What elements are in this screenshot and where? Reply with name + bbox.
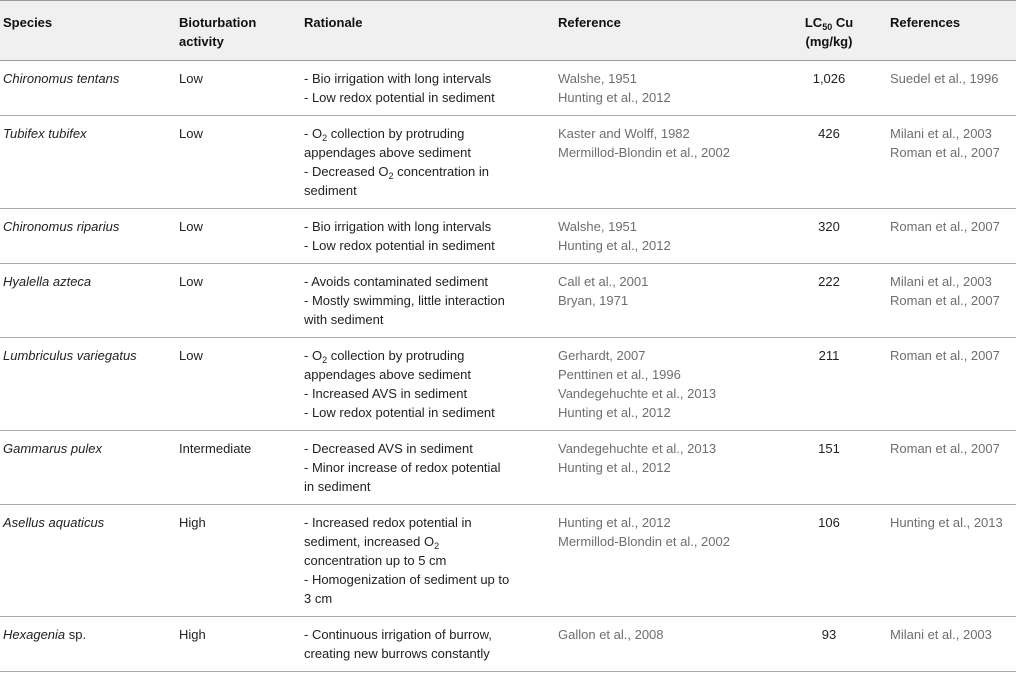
cell-species: Chironomus tentans <box>0 61 176 116</box>
rationale-line <box>304 384 553 403</box>
reference-citation: Kaster and Wolff, 1982 <box>558 126 690 141</box>
subscript: 2 <box>322 355 328 365</box>
cell-lc50: 1,026 <box>770 61 887 116</box>
cell-species: Chironomus riparius <box>0 209 176 264</box>
reference-citation: Gerhardt, 2007 <box>558 348 646 363</box>
cell-bioturbation-activity: Low <box>176 116 301 209</box>
table-row <box>0 264 1016 338</box>
header-rationale: Rationale <box>301 1 555 61</box>
cell-references <box>887 338 1016 431</box>
header-lc-suffix: Cu <box>832 15 854 30</box>
rationale-line <box>304 310 553 329</box>
rationale-text: - Mostly swimming, little interaction <box>304 293 505 308</box>
rationale-text: - Decreased AVS in sediment <box>304 441 473 456</box>
rationale-line <box>304 124 553 143</box>
cell-references <box>887 264 1016 338</box>
reference-citation: Hunting et al., 2012 <box>558 405 671 420</box>
reference-citation: Walshe, 1951 <box>558 219 638 234</box>
reference-citation: Hunting et al., 2012 <box>558 90 671 105</box>
cell-references <box>887 61 1016 116</box>
references-citation: Milani et al., 2003 <box>890 274 992 289</box>
cell-rationale <box>301 431 555 505</box>
header-lc-prefix: LC <box>804 15 823 30</box>
header-species: Species <box>0 1 176 61</box>
reference-citation: Gallon et al., 2008 <box>558 627 664 642</box>
reference-citation: Mermillod-Blondin et al., 2002 <box>558 145 730 160</box>
rationale-line <box>304 272 553 291</box>
species-suffix: sp. <box>65 627 87 642</box>
cell-lc50: 151 <box>770 431 887 505</box>
cell-species: Hyalella azteca <box>0 264 176 338</box>
cell-bioturbation-activity: Low <box>176 209 301 264</box>
cell-reference <box>555 209 770 264</box>
cell-lc50: 211 <box>770 338 887 431</box>
reference-citation: Vandegehuchte et al., 2013 <box>558 386 717 401</box>
table-body <box>0 61 1016 672</box>
reference-citation: Call et al., 2001 <box>558 274 649 289</box>
rationale-line <box>304 162 553 181</box>
references-citation: Roman et al., 2007 <box>890 145 1000 160</box>
cell-species: Gammarus pulex <box>0 431 176 505</box>
cell-rationale <box>301 209 555 264</box>
rationale-text: - Minor increase of redox potential <box>304 460 501 475</box>
cell-rationale <box>301 264 555 338</box>
rationale-line <box>304 217 553 236</box>
header-bioturbation-line: activity <box>179 34 224 49</box>
references-citation: Milani et al., 2003 <box>890 627 992 642</box>
cell-lc50: 320 <box>770 209 887 264</box>
rationale-text: appendages above sediment <box>304 367 471 382</box>
reference-citation: Bryan, 1971 <box>558 293 629 308</box>
cell-rationale <box>301 338 555 431</box>
references-citation: Roman et al., 2007 <box>890 348 1000 363</box>
cell-references <box>887 116 1016 209</box>
cell-rationale <box>301 116 555 209</box>
reference-citation: Penttinen et al., 1996 <box>558 367 681 382</box>
rationale-line <box>304 88 553 107</box>
rationale-line <box>304 532 553 551</box>
cell-reference <box>555 617 770 672</box>
cell-reference <box>555 338 770 431</box>
cell-references <box>887 431 1016 505</box>
rationale-line <box>304 403 553 422</box>
header-references: References <box>887 1 1016 61</box>
rationale-text: - O <box>304 126 323 141</box>
rationale-line <box>304 458 553 477</box>
table-row <box>0 116 1016 209</box>
cell-species: Lumbriculus variegatus <box>0 338 176 431</box>
reference-citation: Mermillod-Blondin et al., 2002 <box>558 534 730 549</box>
cell-bioturbation-activity: High <box>176 617 301 672</box>
rationale-text: collection by protruding <box>327 348 465 363</box>
rationale-text: - Bio irrigation with long intervals <box>304 219 492 234</box>
rationale-line <box>304 143 553 162</box>
rationale-text: - Low redox potential in sediment <box>304 90 495 105</box>
references-citation: Roman et al., 2007 <box>890 219 1000 234</box>
table-row <box>0 209 1016 264</box>
header-row <box>0 1 1016 61</box>
header-reference: Reference <box>555 1 770 61</box>
rationale-text: creating new burrows constantly <box>304 646 490 661</box>
references-citation: Roman et al., 2007 <box>890 293 1000 308</box>
cell-references <box>887 617 1016 672</box>
cell-bioturbation-activity: High <box>176 505 301 617</box>
header-lc-sub: 50 <box>822 22 833 32</box>
cell-reference <box>555 116 770 209</box>
cell-references <box>887 505 1016 617</box>
rationale-line <box>304 291 553 310</box>
rationale-line <box>304 570 553 589</box>
rationale-text: in sediment <box>304 479 371 494</box>
cell-rationale <box>301 61 555 116</box>
rationale-text: concentration in <box>393 164 489 179</box>
cell-species: Asellus aquaticus <box>0 505 176 617</box>
rationale-line <box>304 551 553 570</box>
rationale-text: concentration up to 5 cm <box>304 553 447 568</box>
header-lc50-title <box>773 13 885 32</box>
cell-bioturbation-activity: Intermediate <box>176 431 301 505</box>
rationale-text: - Decreased O <box>304 164 389 179</box>
references-citation: Roman et al., 2007 <box>890 441 1000 456</box>
rationale-text: collection by protruding <box>327 126 465 141</box>
rationale-text: - Homogenization of sediment up to <box>304 572 510 587</box>
cell-references <box>887 209 1016 264</box>
references-citation: Hunting et al., 2013 <box>890 515 1003 530</box>
rationale-text: - Increased AVS in sediment <box>304 386 468 401</box>
cell-bioturbation-activity: Low <box>176 338 301 431</box>
cell-bioturbation-activity: Low <box>176 264 301 338</box>
rationale-line <box>304 181 553 200</box>
cell-species <box>0 617 176 672</box>
rationale-line <box>304 236 553 255</box>
rationale-line <box>304 644 553 663</box>
rationale-line <box>304 477 553 496</box>
cell-lc50: 426 <box>770 116 887 209</box>
rationale-line <box>304 69 553 88</box>
rationale-line <box>304 439 553 458</box>
header-lc50-unit: (mg/kg) <box>805 34 853 49</box>
header-bioturbation <box>176 1 301 61</box>
table-row <box>0 617 1016 672</box>
rationale-text: 3 cm <box>304 591 333 606</box>
rationale-text: sediment <box>304 183 357 198</box>
reference-citation: Vandegehuchte et al., 2013 <box>558 441 717 456</box>
rationale-text: - Increased redox potential in <box>304 515 472 530</box>
cell-reference <box>555 431 770 505</box>
cell-reference <box>555 264 770 338</box>
rationale-line <box>304 365 553 384</box>
rationale-line <box>304 346 553 365</box>
table-row <box>0 61 1016 116</box>
rationale-text: - O <box>304 348 323 363</box>
rationale-line <box>304 625 553 644</box>
rationale-line <box>304 513 553 532</box>
rationale-text: - Continuous irrigation of burrow, <box>304 627 492 642</box>
cell-bioturbation-activity: Low <box>176 61 301 116</box>
rationale-text: with sediment <box>304 312 384 327</box>
rationale-text: - Low redox potential in sediment <box>304 238 495 253</box>
references-citation: Suedel et al., 1996 <box>890 71 999 86</box>
cell-rationale <box>301 617 555 672</box>
rationale-text: sediment, increased O <box>304 534 435 549</box>
reference-citation: Hunting et al., 2012 <box>558 238 671 253</box>
cell-reference <box>555 61 770 116</box>
reference-citation: Walshe, 1951 <box>558 71 638 86</box>
rationale-text: appendages above sediment <box>304 145 471 160</box>
subscript: 2 <box>322 133 328 143</box>
subscript: 2 <box>434 541 440 551</box>
rationale-line <box>304 589 553 608</box>
reference-citation: Hunting et al., 2012 <box>558 460 671 475</box>
table-row <box>0 338 1016 431</box>
cell-reference <box>555 505 770 617</box>
reference-citation: Hunting et al., 2012 <box>558 515 671 530</box>
cell-lc50: 106 <box>770 505 887 617</box>
cell-lc50: 222 <box>770 264 887 338</box>
rationale-text: - Avoids contaminated sediment <box>304 274 489 289</box>
species-genus: Hexagenia <box>3 627 66 642</box>
header-bioturbation-line: Bioturbation <box>179 15 257 30</box>
rationale-text: - Low redox potential in sediment <box>304 405 495 420</box>
cell-rationale <box>301 505 555 617</box>
references-citation: Milani et al., 2003 <box>890 126 992 141</box>
cell-species: Tubifex tubifex <box>0 116 176 209</box>
cell-lc50: 93 <box>770 617 887 672</box>
header-lc50 <box>770 1 887 61</box>
table-row <box>0 505 1016 617</box>
table-row <box>0 431 1016 505</box>
subscript: 2 <box>388 171 394 181</box>
rationale-text: - Bio irrigation with long intervals <box>304 71 492 86</box>
